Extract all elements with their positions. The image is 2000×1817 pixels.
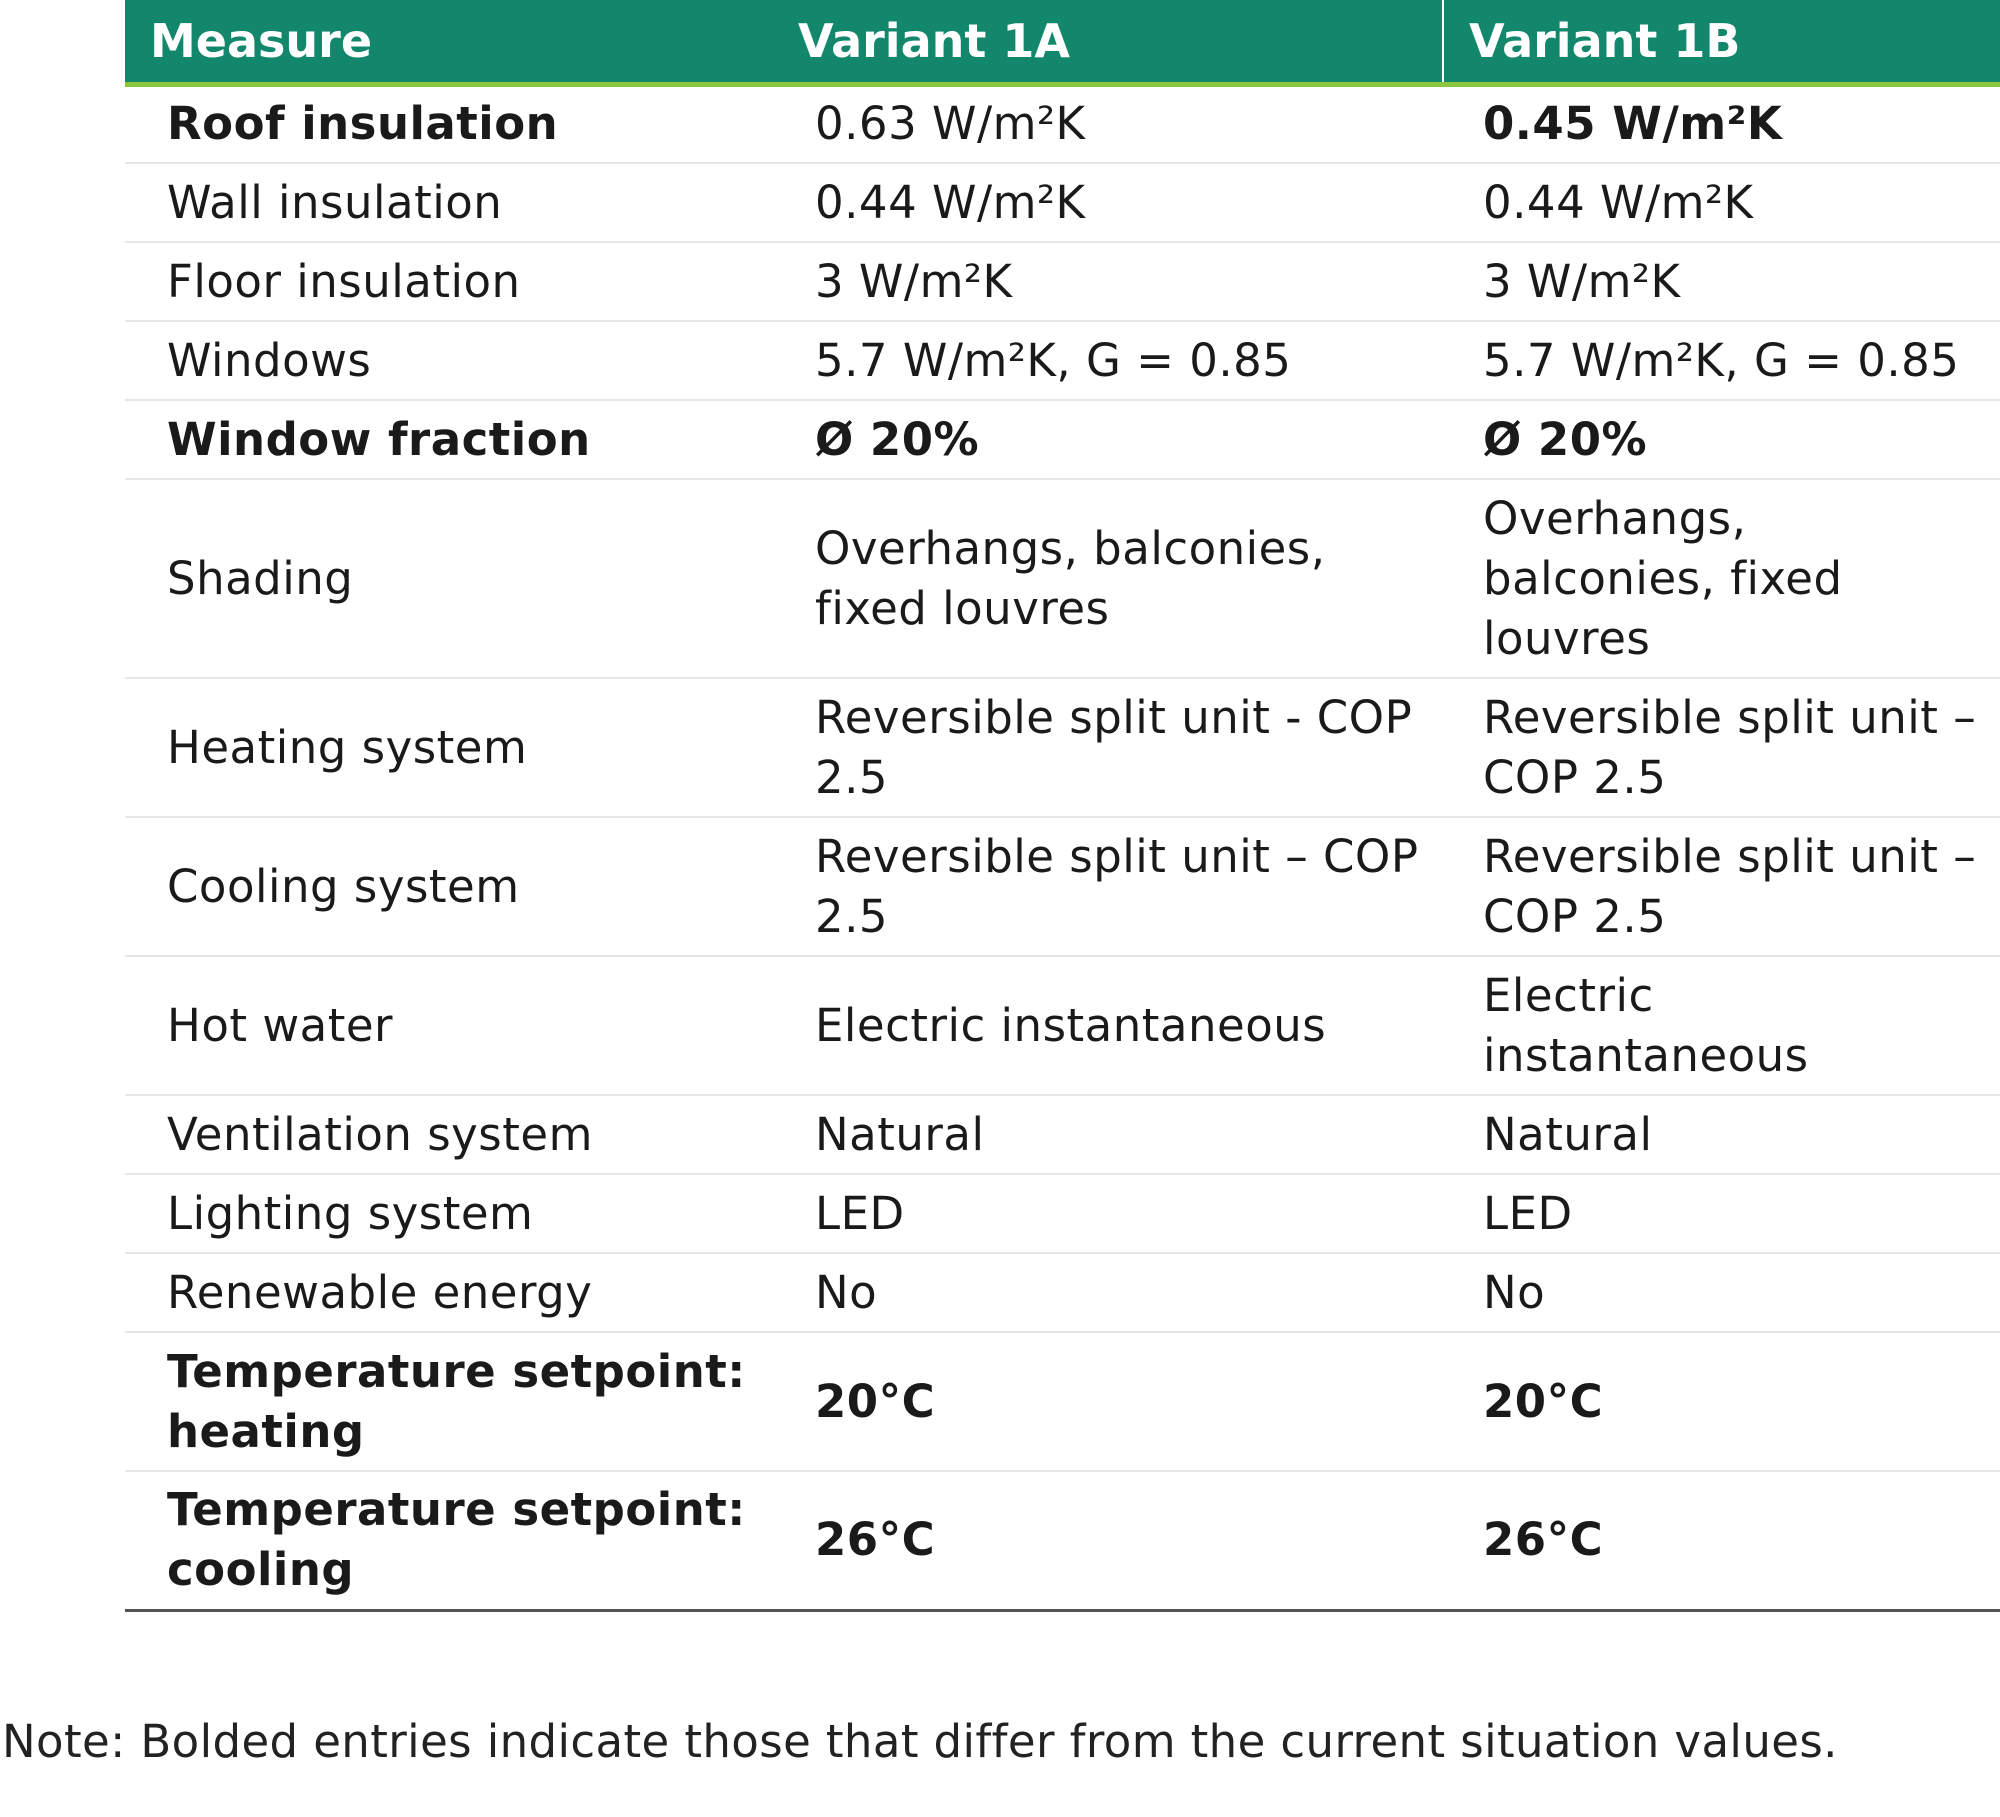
cell-variant-1b: Reversible split unit – COP 2.5	[1443, 817, 2000, 956]
cell-measure: Window fraction	[125, 400, 773, 479]
cell-measure: Heating system	[125, 678, 773, 817]
cell-variant-1a: 20°C	[773, 1332, 1443, 1471]
cell-variant-1a: 5.7 W/m²K, G = 0.85	[773, 321, 1443, 400]
cell-variant-1b: No	[1443, 1253, 2000, 1332]
table-row	[125, 1095, 2000, 1174]
cell-variant-1a: No	[773, 1253, 1443, 1332]
cell-measure: Cooling system	[125, 817, 773, 956]
cell-variant-1a: 0.63 W/m²K	[773, 84, 1443, 163]
cell-measure: Hot water	[125, 956, 773, 1095]
cell-variant-1a: 0.44 W/m²K	[773, 163, 1443, 242]
table-row	[125, 321, 2000, 400]
cell-variant-1a: Electric instantaneous	[773, 956, 1443, 1095]
cell-variant-1b: 3 W/m²K	[1443, 242, 2000, 321]
table-note: Note: Bolded entries indicate those that differ from the current situation values.	[2, 1715, 1838, 1768]
header-measure: Measure	[125, 0, 773, 84]
header-row	[125, 0, 2000, 84]
cell-variant-1a: 26°C	[773, 1471, 1443, 1610]
cell-variant-1a: Natural	[773, 1095, 1443, 1174]
cell-measure: Temperature setpoint: heating	[125, 1332, 773, 1471]
cell-variant-1b: Electric instantaneous	[1443, 956, 2000, 1095]
table-row	[125, 956, 2000, 1095]
cell-measure: Renewable energy	[125, 1253, 773, 1332]
comparison-table	[125, 0, 2000, 1612]
cell-variant-1a: LED	[773, 1174, 1443, 1253]
cell-measure: Shading	[125, 479, 773, 678]
table-row	[125, 242, 2000, 321]
cell-variant-1b: 20°C	[1443, 1332, 2000, 1471]
cell-variant-1a: 3 W/m²K	[773, 242, 1443, 321]
cell-variant-1b: 0.45 W/m²K	[1443, 84, 2000, 163]
cell-variant-1b: 26°C	[1443, 1471, 2000, 1610]
cell-variant-1b: 5.7 W/m²K, G = 0.85	[1443, 321, 2000, 400]
table-row	[125, 400, 2000, 479]
cell-variant-1b: LED	[1443, 1174, 2000, 1253]
cell-measure: Lighting system	[125, 1174, 773, 1253]
cell-measure: Wall insulation	[125, 163, 773, 242]
cell-variant-1b: Reversible split unit – COP 2.5	[1443, 678, 2000, 817]
cell-variant-1a: Overhangs, balconies, fixed louvres	[773, 479, 1443, 678]
table-row	[125, 163, 2000, 242]
table-row	[125, 1253, 2000, 1332]
table-header	[125, 0, 2000, 84]
cell-variant-1a: Reversible split unit - COP 2.5	[773, 678, 1443, 817]
table-row	[125, 817, 2000, 956]
table-body	[125, 84, 2000, 1610]
cell-measure: Windows	[125, 321, 773, 400]
cell-measure: Floor insulation	[125, 242, 773, 321]
cell-measure: Temperature setpoint: cooling	[125, 1471, 773, 1610]
cell-variant-1b: Natural	[1443, 1095, 2000, 1174]
cell-measure: Roof insulation	[125, 84, 773, 163]
cell-variant-1b: Overhangs, balconies, fixed louvres	[1443, 479, 2000, 678]
table-row	[125, 678, 2000, 817]
cell-variant-1b: Ø 20%	[1443, 400, 2000, 479]
header-variant-1a: Variant 1A	[773, 0, 1443, 84]
cell-variant-1a: Ø 20%	[773, 400, 1443, 479]
table-row	[125, 1332, 2000, 1471]
cell-variant-1b: 0.44 W/m²K	[1443, 163, 2000, 242]
header-variant-1b: Variant 1B	[1443, 0, 2000, 84]
cell-measure: Ventilation system	[125, 1095, 773, 1174]
table-row	[125, 1471, 2000, 1610]
table-row	[125, 84, 2000, 163]
table-row	[125, 479, 2000, 678]
comparison-table-container	[125, 0, 2000, 1612]
table-row	[125, 1174, 2000, 1253]
cell-variant-1a: Reversible split unit – COP 2.5	[773, 817, 1443, 956]
